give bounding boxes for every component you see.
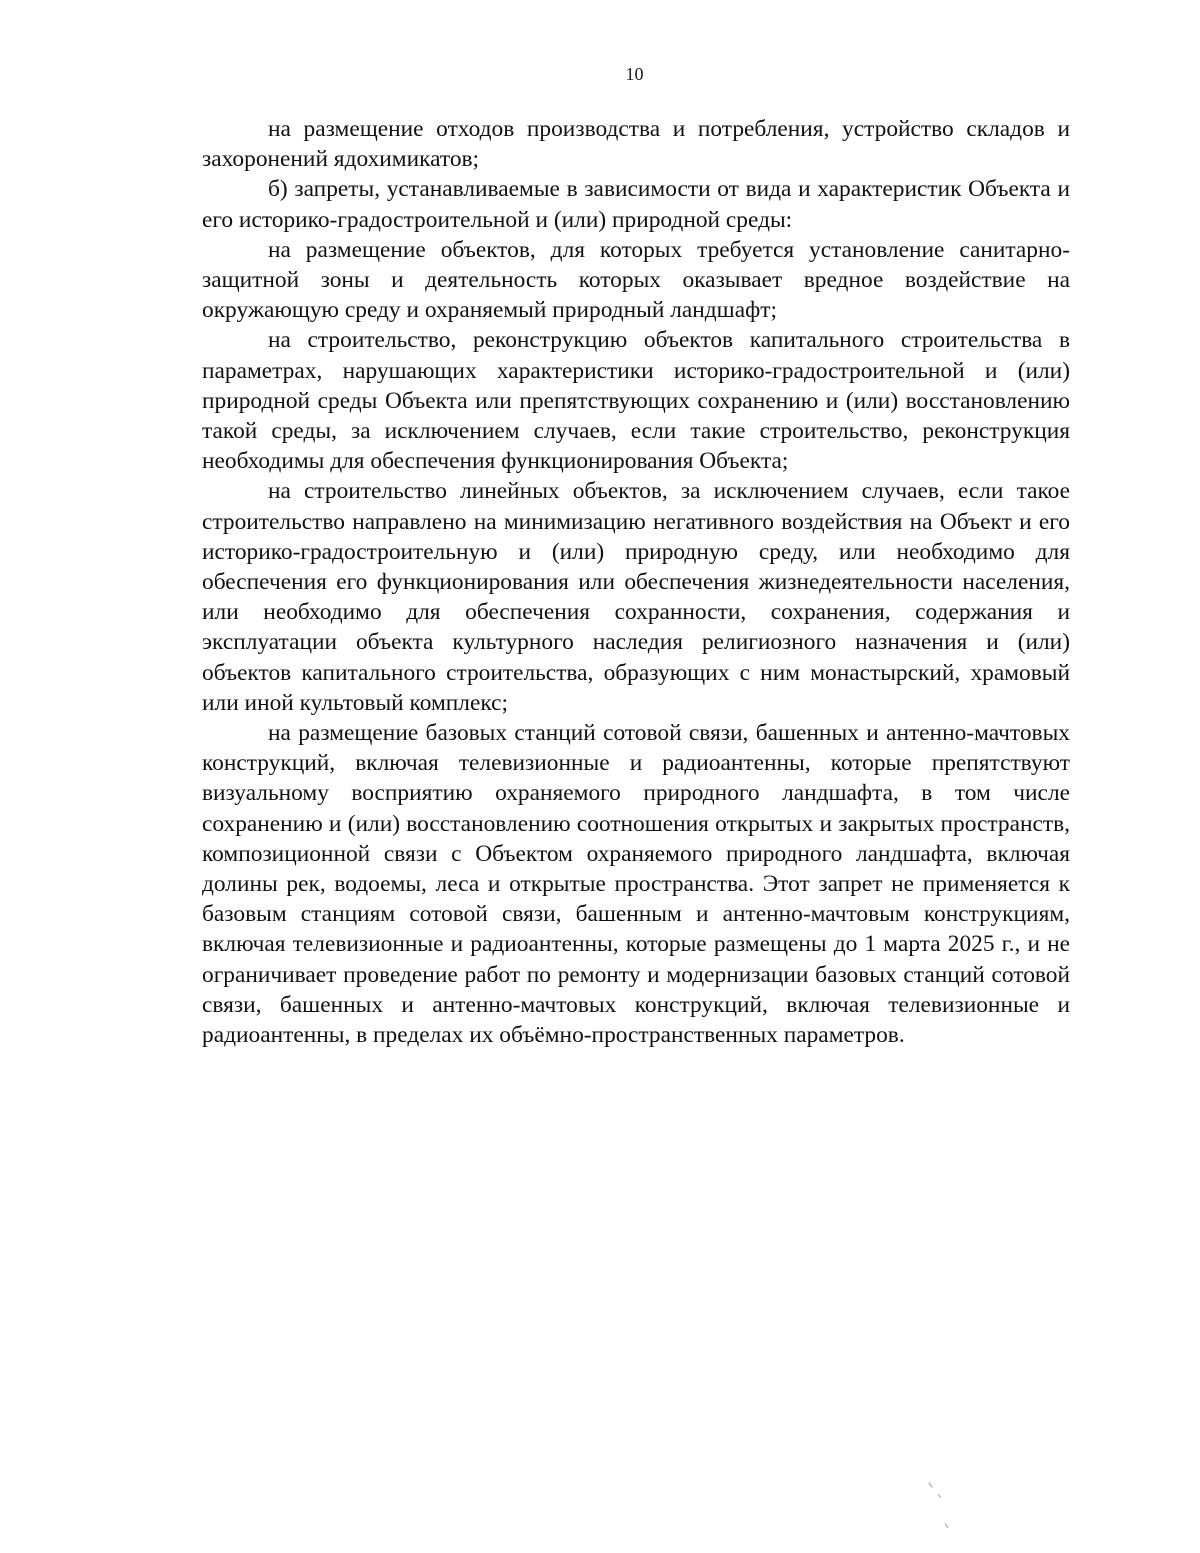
paragraph: на размещение объектов, для которых требуется установление санитарно-защитной зоны и деятельность которых оказывает вредное воздействие на окружающую среду и охраняемый природный ландшафт;	[202, 236, 1070, 324]
paragraph: на размещение базовых станций сотовой связи, башенных и антенно-мачтовых конструкций, включая телевизионные и радиоантенны, которые препятствуют визуальному восприятию охраняемого природного ландшафта, в том числе сохранению и (или) восстановлению соотношения открытых и закрытых пространств, композиционной связи с Объектом охраняемого природного ландшафта, включая долины рек, водоемы, леса и открытые пространства. Этот запрет не применяется к базовым станциям сотовой связи, башенным и антенно-мачтовым конструкциям, включая телевизионные и радиоантенны, которые размещены до 1 марта 2025 г., и не ограничивает проведение работ по ремонту и модернизации базовых станций сотовой связи, башенных и антенно-мачтовых конструкций, включая телевизионные и радиоантенны, в пределах их объёмно-пространственных параметров.	[202, 720, 1070, 1049]
paragraph: на строительство линейных объектов, за исключением случаев, если такое строительство направлено на минимизацию негативного воздействия на Объект и его историко-градостроительную и (или) природную среду, или необходимо для обеспечения его функционирования или обеспечения жизнедеятельности населения, или необходимо для обеспечения сохранности, сохранения, содержания и эксплуатации объекта культурного наследия религиозного назначения и (или) объектов капитального строительства, образующих с ним монастырский, храмовый или иной культовый комплекс;	[202, 478, 1070, 716]
paragraph: на строительство, реконструкцию объектов капитального строительства в параметрах, нарушающих характеристики историко-градостроительной и (или) природной среды Объекта или препятствующих сохранению и (или) восстановлению такой среды, за исключением случаев, если такие строительство, реконструкция необходимы для обеспечения функционирования Объекта;	[202, 327, 1070, 475]
page-number: 10	[625, 64, 644, 84]
paragraph: б) запреты, устанавливаемые в зависимости от вида и характеристик Объекта и его историко-градостроительной и (или) природной среды:	[202, 176, 1070, 233]
document-body	[202, 114, 1070, 1050]
scan-artifact-mark	[928, 1482, 932, 1487]
scan-artifact-mark	[945, 1523, 949, 1528]
paragraph: на размещение отходов производства и потребления, устройство складов и захоронений ядохимикатов;	[202, 116, 1070, 173]
scan-artifact-mark	[938, 1494, 941, 1498]
